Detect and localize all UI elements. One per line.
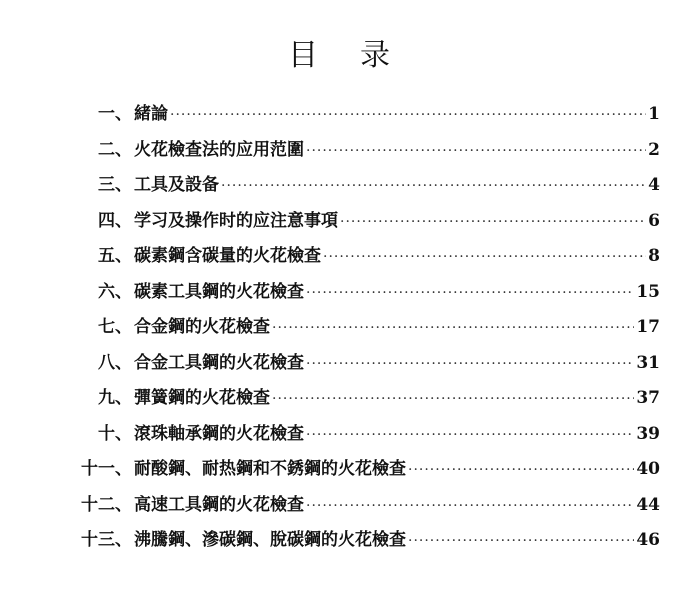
toc-entry-page: 15 [636, 281, 660, 302]
toc-entry-title: 合金工具鋼的火花檢查 [134, 352, 304, 373]
toc-dot-leader [323, 245, 646, 269]
toc-dot-leader [221, 174, 646, 198]
table-of-contents [56, 102, 660, 564]
toc-entry-number: 三、 [98, 175, 132, 195]
toc-entry-page: 1 [648, 104, 660, 124]
toc-dot-leader [306, 494, 634, 518]
toc-entry-number: 二、 [98, 139, 132, 160]
toc-entry-8[interactable] [56, 351, 660, 387]
toc-entry-title: 碳素鋼含碳量的火花檢查 [134, 246, 321, 266]
toc-entry-number: 十三、 [81, 530, 132, 550]
toc-entry-1[interactable] [56, 102, 660, 138]
toc-entry-title: 合金鋼的火花檢查 [134, 317, 270, 337]
toc-entry-5[interactable] [56, 244, 660, 280]
toc-entry-title: 碳素工具鋼的火花檢查 [134, 281, 304, 302]
toc-entry-page: 31 [636, 352, 660, 373]
toc-entry-title: 滾珠軸承鋼的火花檢查 [134, 423, 304, 444]
toc-entry-3[interactable] [56, 173, 660, 209]
toc-entry-number: 十一、 [81, 459, 132, 479]
toc-entry-4[interactable] [56, 209, 660, 245]
toc-dot-leader [170, 103, 646, 127]
toc-entry-number: 八、 [98, 352, 132, 373]
toc-entry-page: 37 [636, 388, 660, 408]
toc-entry-title: 高速工具鋼的火花檢查 [134, 494, 304, 515]
toc-entry-page: 46 [636, 530, 660, 550]
toc-dot-leader [272, 387, 634, 411]
toc-entry-number: 十、 [98, 423, 132, 444]
toc-entry-title: 沸騰鋼、滲碳鋼、脫碳鋼的火花檢查 [134, 530, 406, 550]
toc-entry-page: 6 [648, 210, 660, 231]
toc-entry-11[interactable] [56, 457, 660, 493]
toc-entry-page: 4 [648, 175, 660, 195]
toc-entry-page: 40 [636, 459, 660, 479]
toc-entry-page: 2 [648, 139, 660, 160]
toc-dot-leader [340, 210, 646, 234]
toc-dot-leader [272, 316, 634, 340]
toc-entry-12[interactable] [56, 493, 660, 529]
toc-entry-title: 学习及操作时的应注意事項 [134, 210, 338, 231]
page-title: 目录 [288, 38, 432, 73]
toc-entry-number: 十二、 [81, 494, 132, 515]
toc-entry-title: 工具及設备 [134, 175, 219, 195]
toc-entry-number: 九、 [98, 388, 132, 408]
toc-dot-leader [306, 423, 634, 447]
toc-entry-title: 彈簧鋼的火花檢查 [134, 388, 270, 408]
toc-entry-number: 四、 [98, 210, 132, 231]
toc-entry-6[interactable] [56, 280, 660, 316]
toc-entry-title: 火花檢查法的应用范圍 [134, 139, 304, 160]
toc-entry-number: 一、 [98, 104, 132, 124]
toc-dot-leader [408, 529, 634, 553]
toc-entry-title: 耐酸鋼、耐热鋼和不銹鋼的火花檢查 [134, 459, 406, 479]
toc-entry-9[interactable] [56, 386, 660, 422]
toc-entry-10[interactable] [56, 422, 660, 458]
toc-entry-2[interactable] [56, 138, 660, 174]
toc-entry-title: 緒論 [134, 104, 168, 124]
toc-entry-page: 17 [636, 317, 660, 337]
toc-entry-number: 五、 [98, 246, 132, 266]
toc-entry-page: 8 [648, 246, 660, 266]
toc-entry-page: 44 [636, 494, 660, 515]
toc-dot-leader [306, 281, 634, 305]
toc-entry-13[interactable] [56, 528, 660, 564]
toc-dot-leader [306, 139, 646, 163]
toc-entry-page: 39 [636, 423, 660, 444]
toc-dot-leader [306, 352, 634, 376]
toc-entry-number: 七、 [98, 317, 132, 337]
toc-dot-leader [408, 458, 634, 482]
toc-entry-number: 六、 [98, 281, 132, 302]
toc-entry-7[interactable] [56, 315, 660, 351]
